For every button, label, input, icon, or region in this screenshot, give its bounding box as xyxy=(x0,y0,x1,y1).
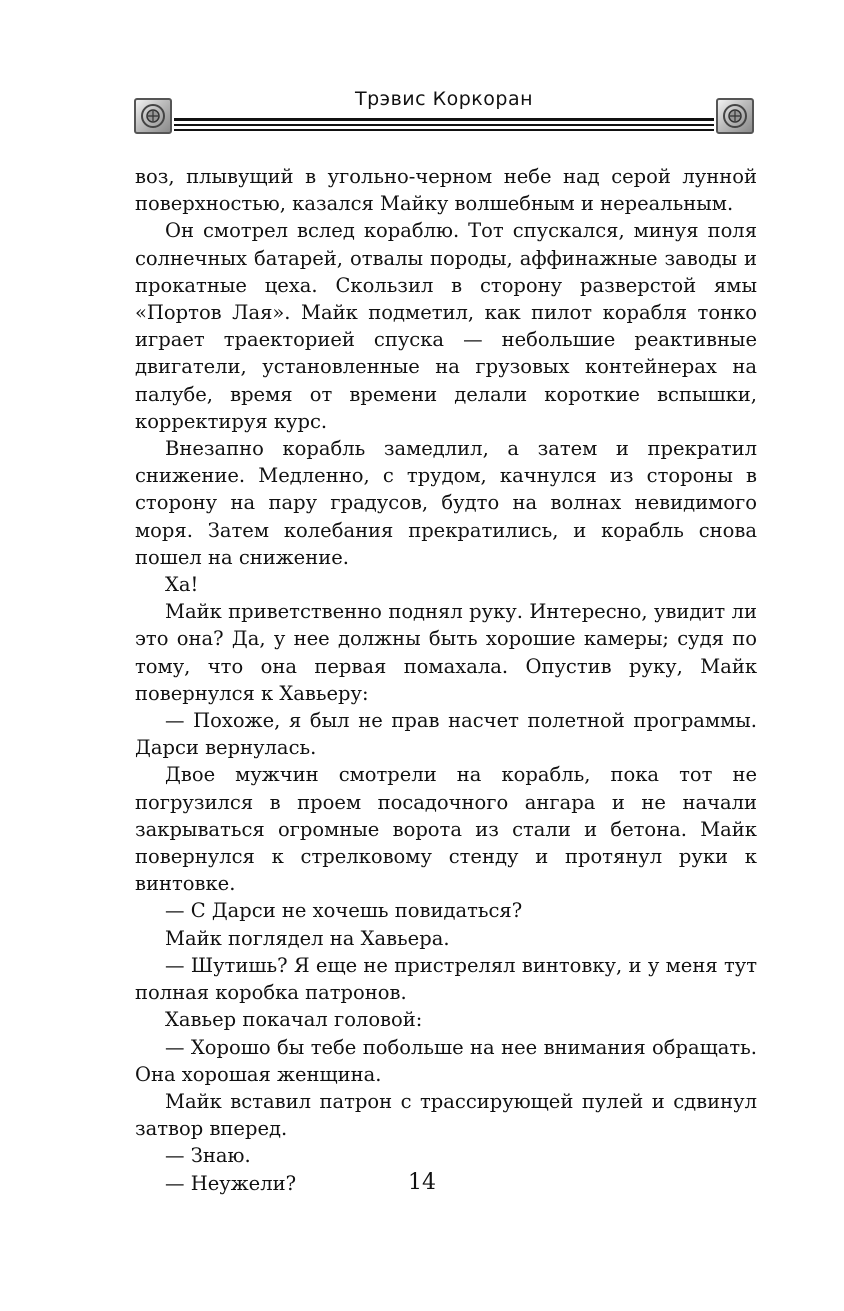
paragraph: Хавьер покачал головой: xyxy=(165,1008,423,1032)
header-rule xyxy=(174,124,714,126)
paragraph: — С Дарси не хочешь повидаться? xyxy=(165,899,523,923)
paragraph: Он смотрел вслед кораблю. Тот спускался, минуя поля солнечных батарей, отвалы породы, аффинажные заводы и прокатные цеха. Скользил в сторону разверстой ямы «Портов Лая». Майк подметил, как пилот корабля тонко играет траекторией спуска — небольшие реактивные двигатели, установленные на грузовых контейнерах на палубе, время от времени делали короткие вспышки, корректируя курс. xyxy=(135,219,757,433)
paragraph: — Похоже, я был не прав насчет полетной программы. Дарси вернулась. xyxy=(135,709,757,760)
emblem-icon xyxy=(716,98,754,134)
paragraph: — Шутишь? Я еще не пристрелял винтовку, и у меня тут полная коробка патронов. xyxy=(135,953,757,1005)
paragraph: Майк приветственно поднял руку. Интересно, увидит ли это она? Да, у нее должны быть хорошие камеры; судя по тому, что она первая помахала. Опустив руку, Майк повернулся к Хавьеру: xyxy=(135,600,757,705)
running-header xyxy=(134,88,754,158)
header-rule xyxy=(174,118,714,121)
paragraph: — Неужели? xyxy=(165,1171,297,1195)
paragraph: воз, плывущий в угольно-черном небе над серой лунной поверхностью, казался Майку волшебным и нереальным. xyxy=(135,165,757,216)
paragraph: Внезапно корабль замедлил, а затем и прекратил снижение. Медленно, с трудом, качнулся из стороны в сторону на пару градусов, будто на волнах невидимого моря. Затем колебания прекратились, и корабль снова пошел на снижение. xyxy=(135,437,757,569)
paragraph: Двое мужчин смотрели на корабль, пока тот не погрузился в проем посадочного ангара и не начали закрываться огромные ворота из стали и бетона. Майк повернулся к стрелковому стенду и протянул руки к винтовке. xyxy=(135,763,757,896)
running-title: Трэвис Коркоран xyxy=(354,88,534,110)
paragraph: — Знаю. xyxy=(165,1144,251,1168)
paragraph: Майк вставил патрон с трассирующей пулей и сдвинул затвор вперед. xyxy=(135,1089,757,1141)
paragraph: — Хорошо бы тебе побольше на нее внимания обращать. Она хорошая женщина. xyxy=(135,1035,757,1086)
page-number: 14 xyxy=(408,1170,436,1195)
paragraph: Майк поглядел на Хавьера. xyxy=(165,926,450,950)
body-text xyxy=(135,163,757,1197)
paragraph: Ха! xyxy=(165,573,199,597)
header-rule xyxy=(174,129,714,131)
